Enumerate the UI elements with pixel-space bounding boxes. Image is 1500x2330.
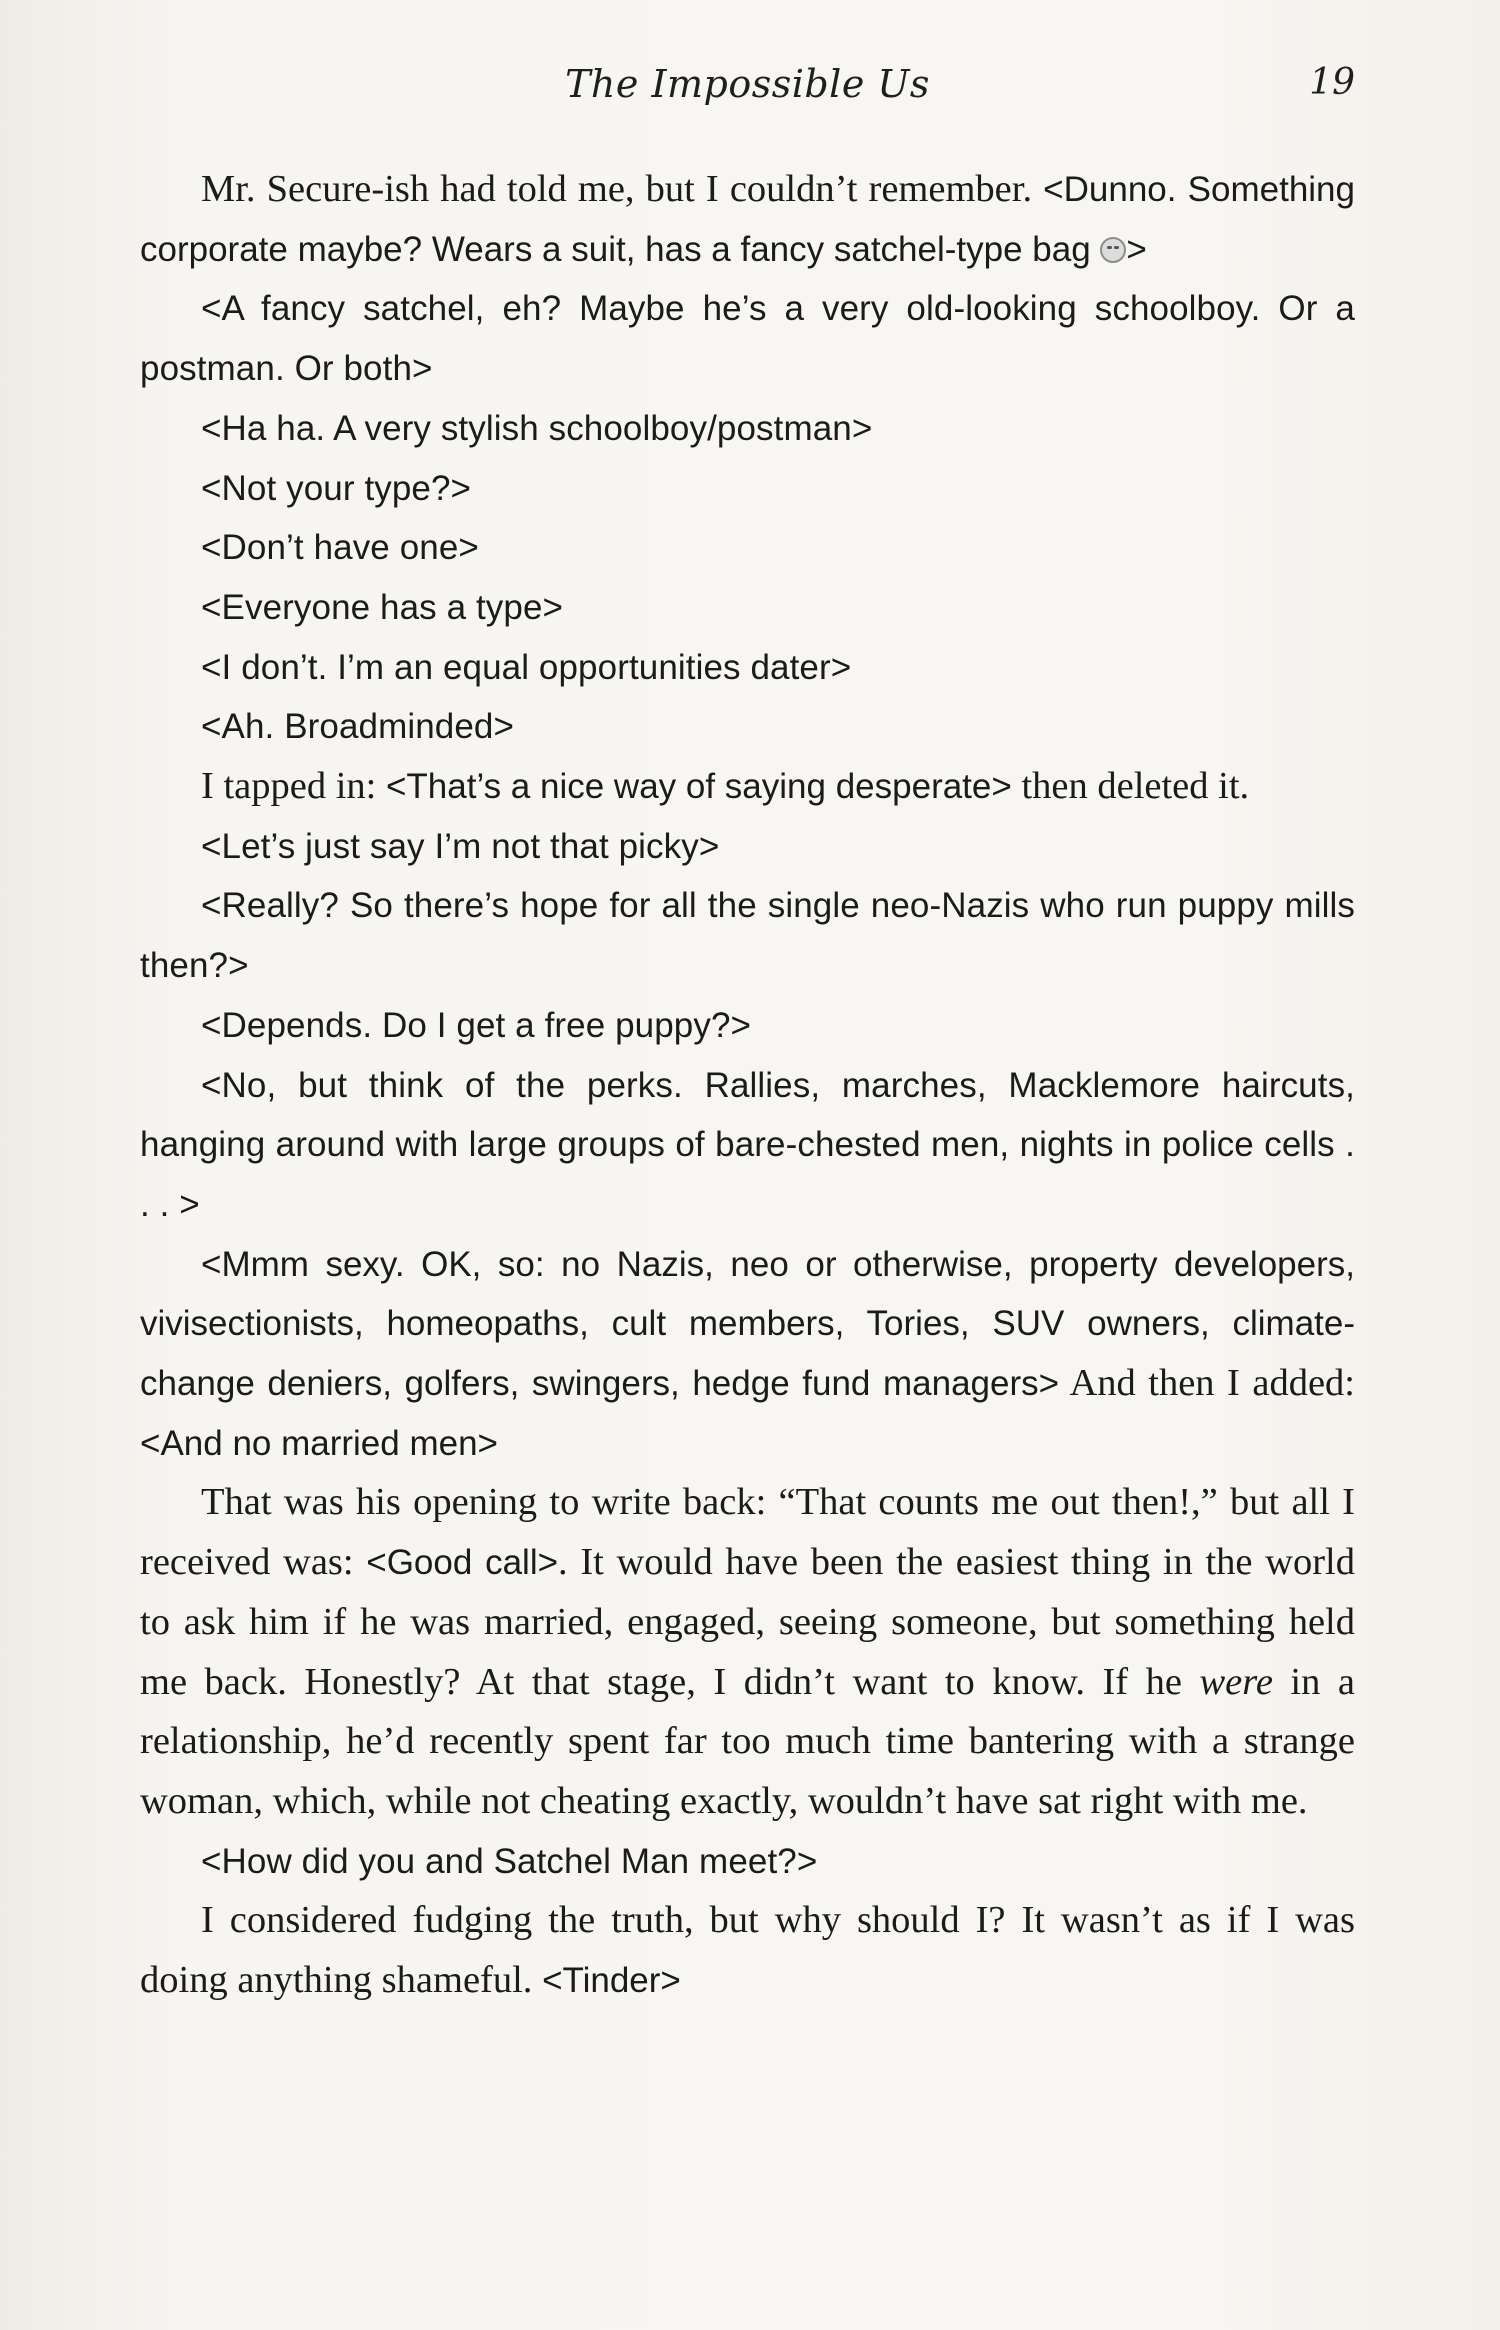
message-text: <Mmm sexy. OK, so: no Nazis, neo or otherwise, property developers, vivisectionists, homeopaths, cult members, Tories, SUV owners, climate-change deniers, golfers, swingers, hedge fund managers> — [140, 1244, 1355, 1404]
paragraph-12: <Depends. Do I get a free puppy?> — [201, 1005, 752, 1045]
paragraph-17 — [140, 1891, 1355, 2010]
narration-text: then deleted it. — [1011, 765, 1250, 808]
message-text: <That’s a nice way of saying desperate> — [385, 767, 1012, 807]
message-text: <And no married men> — [140, 1423, 498, 1463]
running-header — [140, 62, 1355, 122]
narration-text: Mr. Secure-ish had told me, but I couldn’t remember. — [201, 168, 1044, 210]
emphasis-text: were — [1199, 1660, 1273, 1703]
book-title: The Impossible Us — [565, 62, 930, 106]
narration-text: That was his opening to write back: “That counts me out then!,” but all I received was: — [140, 1481, 1355, 1584]
narration-text: in a relationship, he’d recently spent far too much time bantering with a strange woman, which, while not cheating exactly, wouldn’t have sat right with me. — [140, 1660, 1355, 1822]
message-text-end: > — [1126, 229, 1147, 269]
smiling-face-icon — [1100, 237, 1126, 263]
paragraph-2: <A fancy satchel, eh? Maybe he’s a very old-looking schoolboy. Or a postman. Or both> — [140, 289, 1355, 389]
paragraph-10: <Let’s just say I’m not that picky> — [201, 826, 720, 866]
paragraph-14 — [140, 1235, 1355, 1474]
paragraph-15 — [140, 1473, 1355, 1831]
message-text: <Good call> — [366, 1543, 559, 1583]
paragraph-7: <I don’t. I’m an equal opportunities dater> — [201, 647, 852, 687]
message-text: <Tinder> — [542, 1961, 681, 2001]
narration-text: . It would have been the easiest thing in the world to ask him if he was married, engaged, seeing someone, but something held me back. Honestly? At that stage, I didn’t want to know. If he — [140, 1541, 1355, 1703]
paragraph-11: <Really? So there’s hope for all the single neo-Nazis who run puppy mills then?> — [140, 886, 1355, 986]
paragraph-3: <Ha ha. A very stylish schoolboy/postman> — [201, 408, 873, 448]
paragraph-6: <Everyone has a type> — [201, 587, 564, 627]
paragraph-16: <How did you and Satchel Man meet?> — [201, 1841, 818, 1881]
paragraph-9 — [140, 757, 1355, 817]
paragraph-1 — [140, 160, 1355, 279]
narration-text: I considered fudging the truth, but why should I? It wasn’t as if I was doing anything shameful. — [140, 1899, 1355, 2002]
message-text: <Dunno. Something corporate maybe? Wears a suit, has a fancy satchel-type bag — [140, 170, 1355, 269]
page-number: 19 — [1309, 62, 1355, 103]
narration-text: And then I added: — [1059, 1362, 1355, 1405]
narration-text: I tapped in: — [201, 765, 386, 808]
paragraph-13: <No, but think of the perks. Rallies, marches, Macklemore haircuts, hanging around with large groups of bare-chested men, nights in police cells . . . > — [140, 1065, 1355, 1224]
paragraph-8: <Ah. Broadminded> — [201, 707, 515, 747]
body-text — [140, 160, 1355, 2011]
paragraph-5: <Don’t have one> — [201, 528, 479, 568]
paragraph-4: <Not your type?> — [201, 468, 472, 508]
